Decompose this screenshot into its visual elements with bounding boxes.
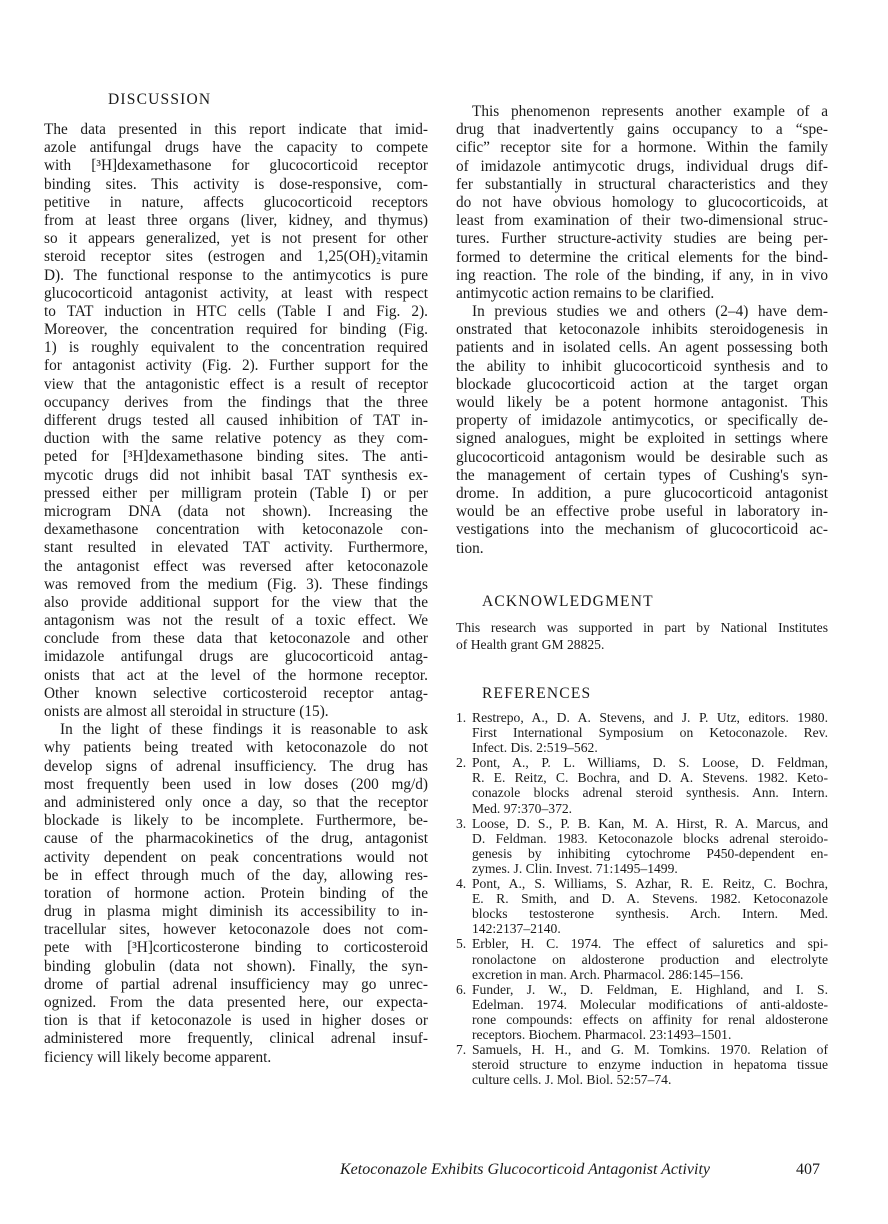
reference-number: 6. [456,981,467,997]
text-line: Other known selective corticosteroid receptor antag- [44,684,428,702]
text-line: view that the antagonistic effect is a result of receptor [44,375,428,393]
text-line: do not have obvious homology to glucocorticoids, at [456,193,828,211]
text-line: imidazole antifungal drugs are glucocorticoid antag- [44,648,428,666]
text-line: duction with the same relative potency as they com- [44,430,428,448]
text-line: conclude from these data that ketoconazole and other [44,630,428,648]
text-line: also provide additional support for the view that the [44,593,428,611]
paragraph [456,103,828,303]
reference-line: Edelman. 1974. Molecular modifications of anti-aldoste- [472,996,828,1012]
reference-line: Restrepo, A., D. A. Stevens, and J. P. Utz, editors. 1980. [472,710,828,725]
acknowledgment-line: This research was supported in part by National Institutes [456,620,828,635]
references-heading: REFERENCES [482,685,592,702]
text-line: pete with [³H]corticosterone binding to corticosteroid [44,939,428,957]
reference-item [456,755,828,815]
text-line: formed to determine the critical elements for the bind- [456,248,828,266]
text-line: pressed either per milligram protein (Table I) or per [44,484,428,502]
text-line: would likely be a potent hormone antagonist. This [456,394,828,411]
text-line: ognized. From the data presented here, our expecta- [44,994,428,1011]
reference-line: Infect. Dis. 2:519–562. [472,740,598,756]
reference-line: R. E. Reitz, C. Bochra, and D. A. Stevens. 1982. Keto- [472,770,828,786]
text-line: drome of partial adrenal insufficiency may go unrec- [44,975,428,993]
text-line: onists that act at the level of the hormone receptor. [44,666,428,684]
left-column [44,121,428,1067]
reference-item [456,982,828,1042]
text-line: antagonism was not the result of a toxic effect. We [44,612,428,630]
text-line: vestigations into the mechanism of glucocorticoid ac- [456,521,828,539]
acknowledgment-heading: ACKNOWLEDGMENT [482,593,654,610]
reference-line: ronolactone on aldosterone production and electrolyte [472,951,828,967]
text-line: was removed from the medium (Fig. 3). These findings [44,575,428,593]
text-line: from at least three organs (liver, kidney, and thymus) [44,211,428,229]
acknowledgment-line: of Health grant GM 28825. [456,637,605,652]
reference-line: D. Feldman. 1983. Ketoconazole blocks adrenal steroido- [472,830,828,846]
discussion-heading: DISCUSSION [108,91,212,108]
paragraph [456,303,828,558]
text-line: drug that inadvertently gains occupancy to a “spe- [456,121,828,139]
text-line: occupancy derives from the findings that the three [44,393,428,411]
text-line: toration of hormone action. Protein binding of the [44,884,428,902]
text-line: signed analogues, might be exploited in settings where [456,430,828,448]
running-title: Ketoconazole Exhibits Glucocorticoid Antagonist Activity [340,1161,711,1178]
text-line: In previous studies we and others (2–4) have dem- [472,303,828,321]
text-line: be in effect through much of the day, allowing res- [44,866,428,884]
reference-line: zymes. J. Clin. Invest. 71:1495–1499. [472,860,678,876]
reference-line: culture cells. J. Mol. Biol. 52:57–74. [472,1072,672,1088]
text-line: glucocorticoid antagonism would be desirable such as [456,448,828,466]
right-column [456,103,828,558]
text-line: glucocorticoid antagonist activity, at least with respect [44,284,428,302]
text-line: stant resulted in elevated TAT activity. Furthermore, [44,539,428,557]
text-line: most frequently been used in low doses (200 mg/d) [44,775,428,793]
text-line: blockade glucocorticoid action at the target organ [456,375,828,393]
text-line: tures. Further structure-activity studies are being per- [456,230,828,248]
text-line: for antagonist activity (Fig. 2). Further support for the [44,357,428,375]
reference-line: blocks testosterone synthesis. Arch. Intern. Med. [472,906,828,922]
reference-line: genesis by inhibiting cytochrome P450-dependent en- [472,845,828,861]
reference-line: rone compounds: effects on affinity for renal aldosterone [472,1011,828,1027]
text-line: petitive in nature, affects glucocorticoid receptors [44,193,428,211]
reference-line: conazole blocks adrenal steroid synthesis. Ann. Intern. [472,785,828,801]
text-line: drome. In addition, a pure glucocorticoid antagonist [456,484,828,502]
text-line: drug in plasma might diminish its accessibility to in- [44,903,428,921]
reference-number: 5. [456,936,467,952]
reference-number: 2. [456,755,467,771]
text-line: blockade is likely to be incomplete. Furthermore, be- [44,812,428,830]
paragraph [44,121,428,721]
text-line: onists are almost all steroidal in structure (15). [44,703,329,720]
text-line: to TAT induction in HTC cells (Table I and Fig. 2). [44,302,428,320]
text-line: the management of certain types of Cushing's syn- [456,466,828,484]
text-line: This phenomenon represents another example of a [472,103,828,120]
reference-item [456,710,828,755]
text-line: D). The functional response to the antimycotics is pure [44,266,428,284]
text-line: tion is that if ketoconazole is used in higher doses or [44,1012,428,1030]
reference-line: Samuels, H. H., and G. M. Tomkins. 1970. Relation of [472,1042,828,1058]
reference-line: Loose, D. S., P. B. Kan, M. A. Hirst, R. A. Marcus, and [472,815,828,831]
text-line: the ability to inhibit glucocorticoid synthesis and to [456,357,828,375]
reference-line: receptors. Biochem. Pharmacol. 23:1493–1501. [472,1026,732,1042]
reference-number: 4. [456,876,467,892]
text-line: develop signs of adrenal insufficiency. The drug has [44,757,428,775]
text-line: cific” receptor site for a hormone. Within the family [456,139,828,157]
text-line: with [³H]dexamethasone for glucocorticoid receptor [44,157,428,175]
text-line: the antagonist effect was reversed after ketoconazole [44,557,428,575]
text-line: dexamethasone concentration with ketoconazole con- [44,521,428,539]
reference-line: 142:2137–2140. [472,921,561,937]
text-line: In the light of these findings it is reasonable to ask [60,721,428,739]
text-line: cause of the pharmacokinetics of the drug, antagonist [44,830,428,848]
reference-line: Erbler, H. C. 1974. The effect of saluretics and spi- [472,936,828,952]
text-line: least from examination of their two-dimensional struc- [456,212,828,230]
reference-number: 7. [456,1042,467,1058]
reference-number: 3. [456,815,467,831]
text-line: 1) is roughly equivalent to the concentration required [44,339,428,357]
text-line: administered more frequently, clinical adrenal insuf- [44,1030,428,1048]
paragraph [44,721,428,1067]
reference-line: excretion in man. Arch. Pharmacol. 286:145–156. [472,966,744,982]
text-line: azole antifungal drugs have the capacity to compete [44,139,428,157]
text-line: tracellular sites, however ketoconazole does not com- [44,921,428,939]
text-line: binding globulin (data not shown). Finally, the syn- [44,957,428,975]
text-line: microgram DNA (data not shown). Increasing the [44,502,428,520]
text-line: so it appears generalized, yet is not present for other [44,230,428,248]
text-line: tion. [456,539,484,557]
reference-item [456,876,828,936]
text-line: ing reaction. The role of the binding, if any, in in vivo [456,266,828,284]
text-line: why patients being treated with ketoconazole do not [44,739,428,757]
reference-item [456,936,828,981]
text-line: Moreover, the concentration required for binding (Fig. [44,321,428,339]
text-line: property of imidazole antimycotics, or specifically de- [456,412,828,430]
text-line: and administered only once a day, so that the receptor [44,793,428,811]
page-number: 407 [796,1161,820,1178]
text-line: patients and in isolated cells. An agent possessing both [456,339,828,357]
text-line: binding sites. This activity is dose-responsive, com- [44,175,428,193]
text-line: antimycotic action remains to be clarified. [456,284,715,302]
reference-item [456,816,828,876]
text-line: peted for [³H]dexamethasone binding sites. The anti- [44,448,428,466]
text-line: ficiency will likely become apparent. [44,1048,272,1066]
text-line: onstrated that ketoconazole inhibits steroidogenesis in [456,321,828,339]
text-line: steroid receptor sites (estrogen and 1,25(OH)₂vitamin [44,248,428,266]
acknowledgment-text [456,619,828,653]
text-line: of imidazole antimycotic drugs, individual drugs dif- [456,157,828,175]
reference-line: First International Symposium on Ketoconazole. Rev. [472,725,828,741]
reference-number: 1. [456,710,467,725]
reference-line: steroid structure to enzyme induction in hepatoma tissue [472,1057,828,1073]
reference-line: Pont, A., P. L. Williams, D. S. Loose, D. Feldman, [472,755,828,771]
reference-line: Med. 97:370–372. [472,800,573,816]
reference-line: E. R. Smith, and D. A. Stevens. 1982. Ketoconazole [472,891,828,907]
text-line: activity dependent on peak concentrations would not [44,848,428,866]
reference-line: Pont, A., S. Williams, S. Azhar, R. E. Reitz, C. Bochra, [472,876,828,892]
reference-line: Funder, J. W., D. Feldman, E. Highland, and I. S. [472,981,828,997]
reference-item [456,1042,828,1087]
text-line: different drugs tested all caused inhibition of TAT in- [44,412,428,429]
reference-list [456,710,828,1087]
text-line: would be an effective probe useful in laboratory in- [456,503,828,521]
text-line: mycotic drugs did not inhibit basal TAT synthesis ex- [44,466,428,484]
text-line: fer substantially in structural characteristics and they [456,175,828,193]
text-line: The data presented in this report indicate that imid- [44,121,428,138]
